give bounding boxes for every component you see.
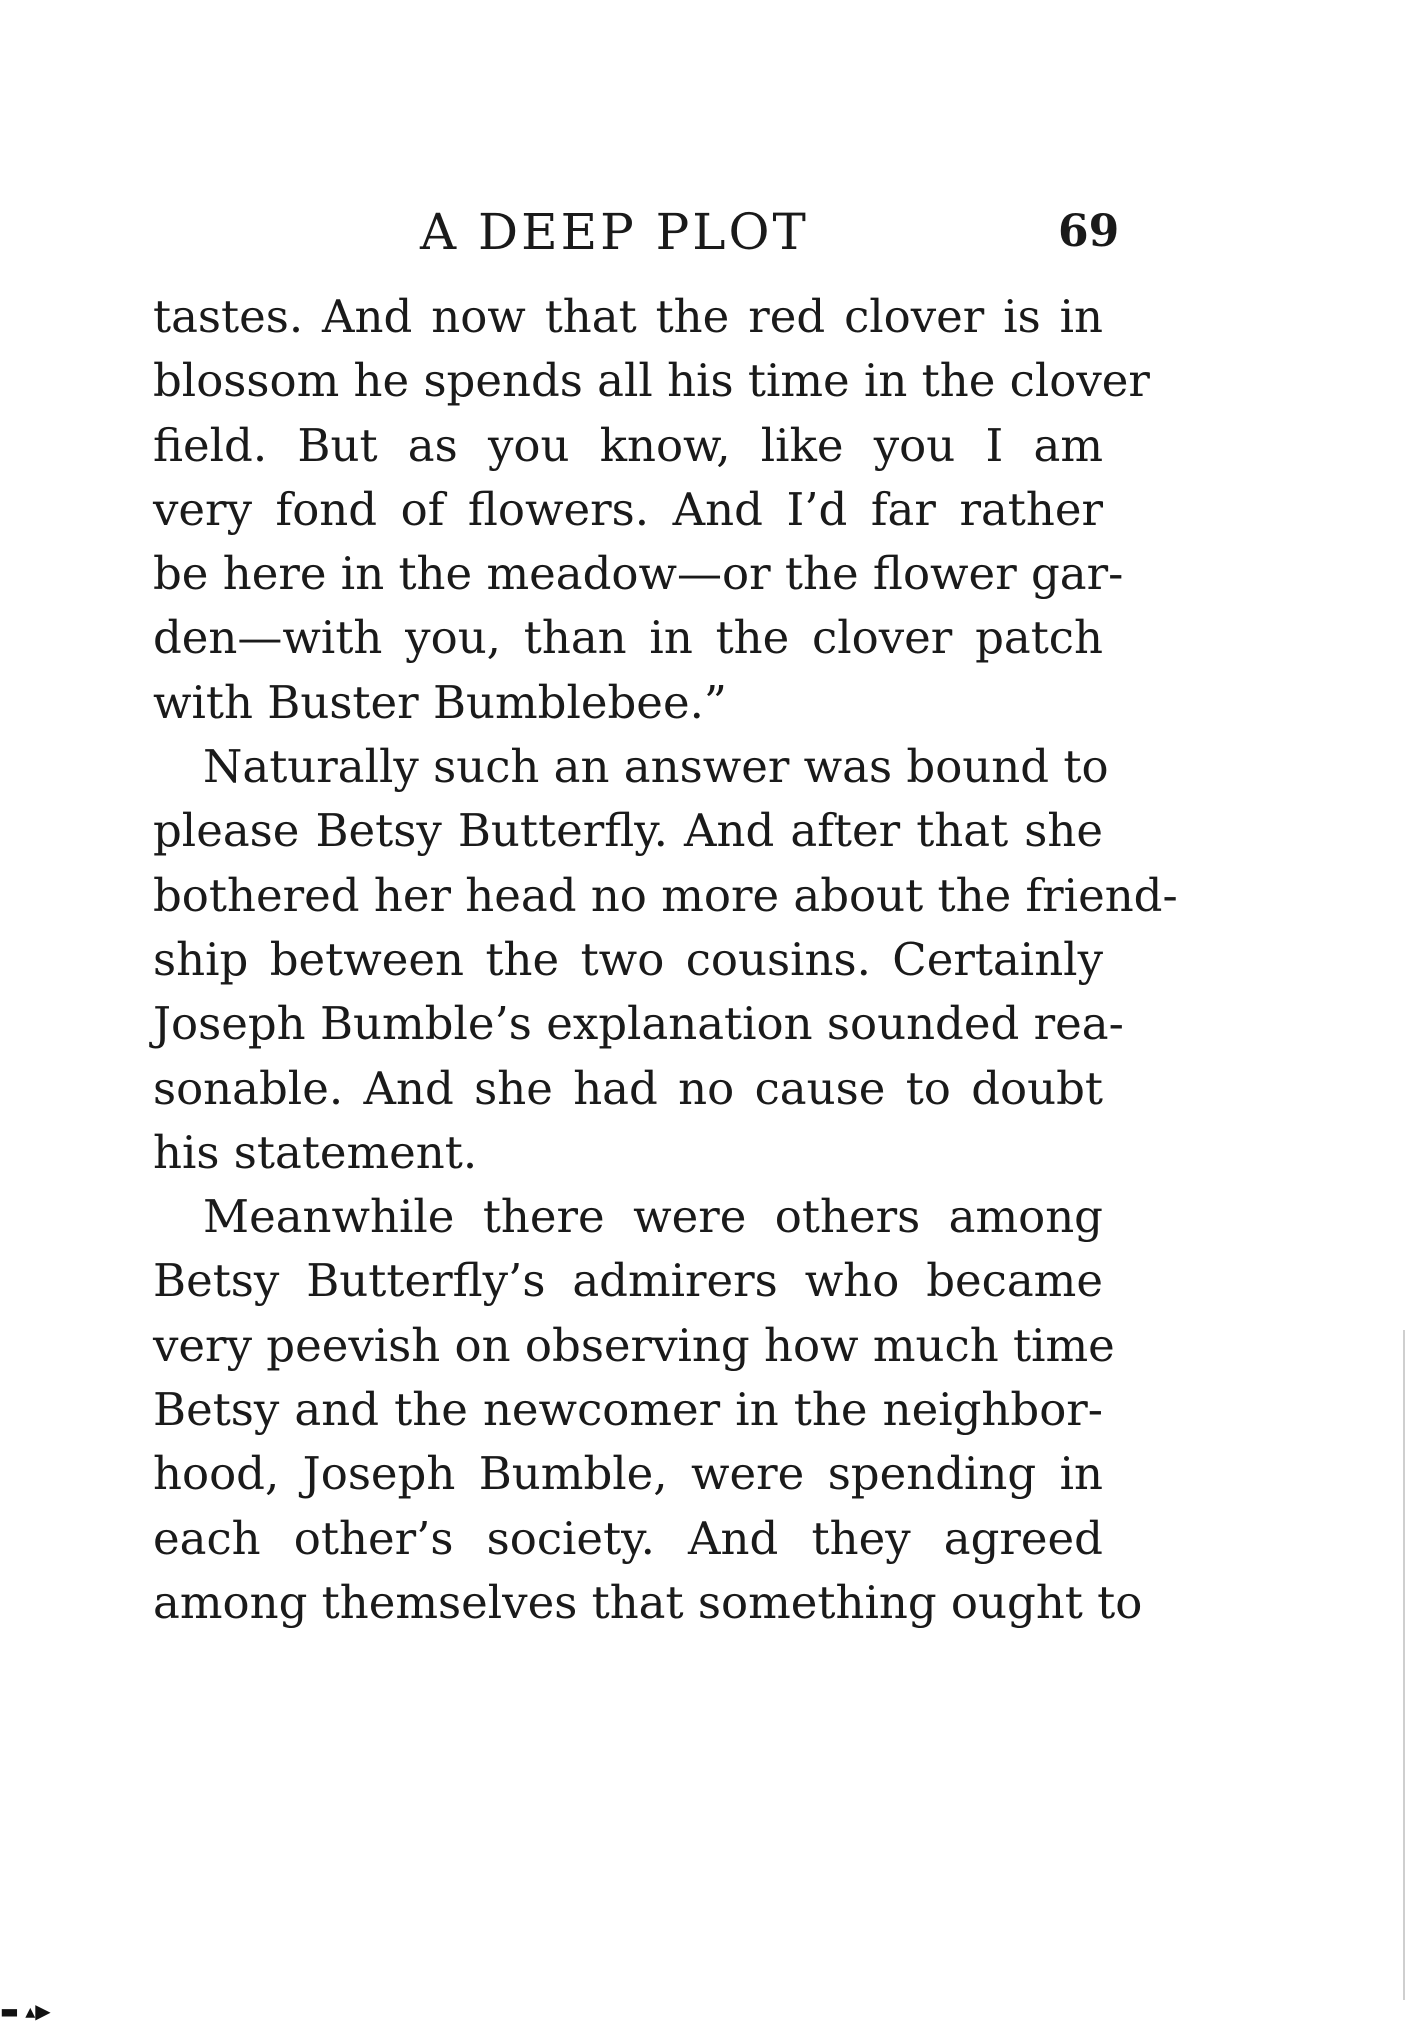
text-line: ship between the two cousins. Certainly [153,932,1103,986]
text-line: blossom he spends all his time in the clover [153,354,1150,408]
text-line: Naturally such an answer was bound to [203,740,1109,794]
text-line: among themselves that something ought to [153,1575,1143,1629]
text-line: field. But as you know, like you I am [153,418,1103,472]
text-line: Meanwhile there were others among [203,1190,1103,1244]
text-line: sonable. And she had no cause to doubt [153,1061,1103,1115]
page-edge-shadow [1403,1330,1405,2000]
text-line: tastes. And now that the red clover is in [153,290,1103,343]
text-line: hood, Joseph Bumble, were spending in [153,1447,1103,1501]
scan-mark-icon: ▬ ▴▶ [0,1999,51,2023]
text-line: very fond of flowers. And I’d far rather [153,482,1103,536]
text-line: each other’s society. And they agreed [153,1511,1103,1565]
text-line: den—with you, than in the clover patch [153,611,1103,665]
page-number: 69 [1058,206,1120,257]
text-line: Joseph Bumble’s explanation sounded rea- [153,997,1124,1051]
text-line: very peevish on observing how much time [153,1318,1115,1372]
running-title: A DEEP PLOT [420,203,809,261]
text-line: Betsy Butterfly’s admirers who became [153,1254,1103,1308]
running-head [0,200,1407,264]
text-line: please Betsy Butterfly. And after that she [153,804,1103,858]
text-line: bothered her head no more about the friend- [153,868,1178,922]
text-line: be here in the meadow—or the flower gar- [153,547,1124,601]
text-line: his statement. [153,1125,478,1179]
text-line: with Buster Bumblebee.” [153,675,727,729]
text-line: Betsy and the newcomer in the neighbor- [153,1383,1103,1437]
body-text [153,285,1178,1635]
